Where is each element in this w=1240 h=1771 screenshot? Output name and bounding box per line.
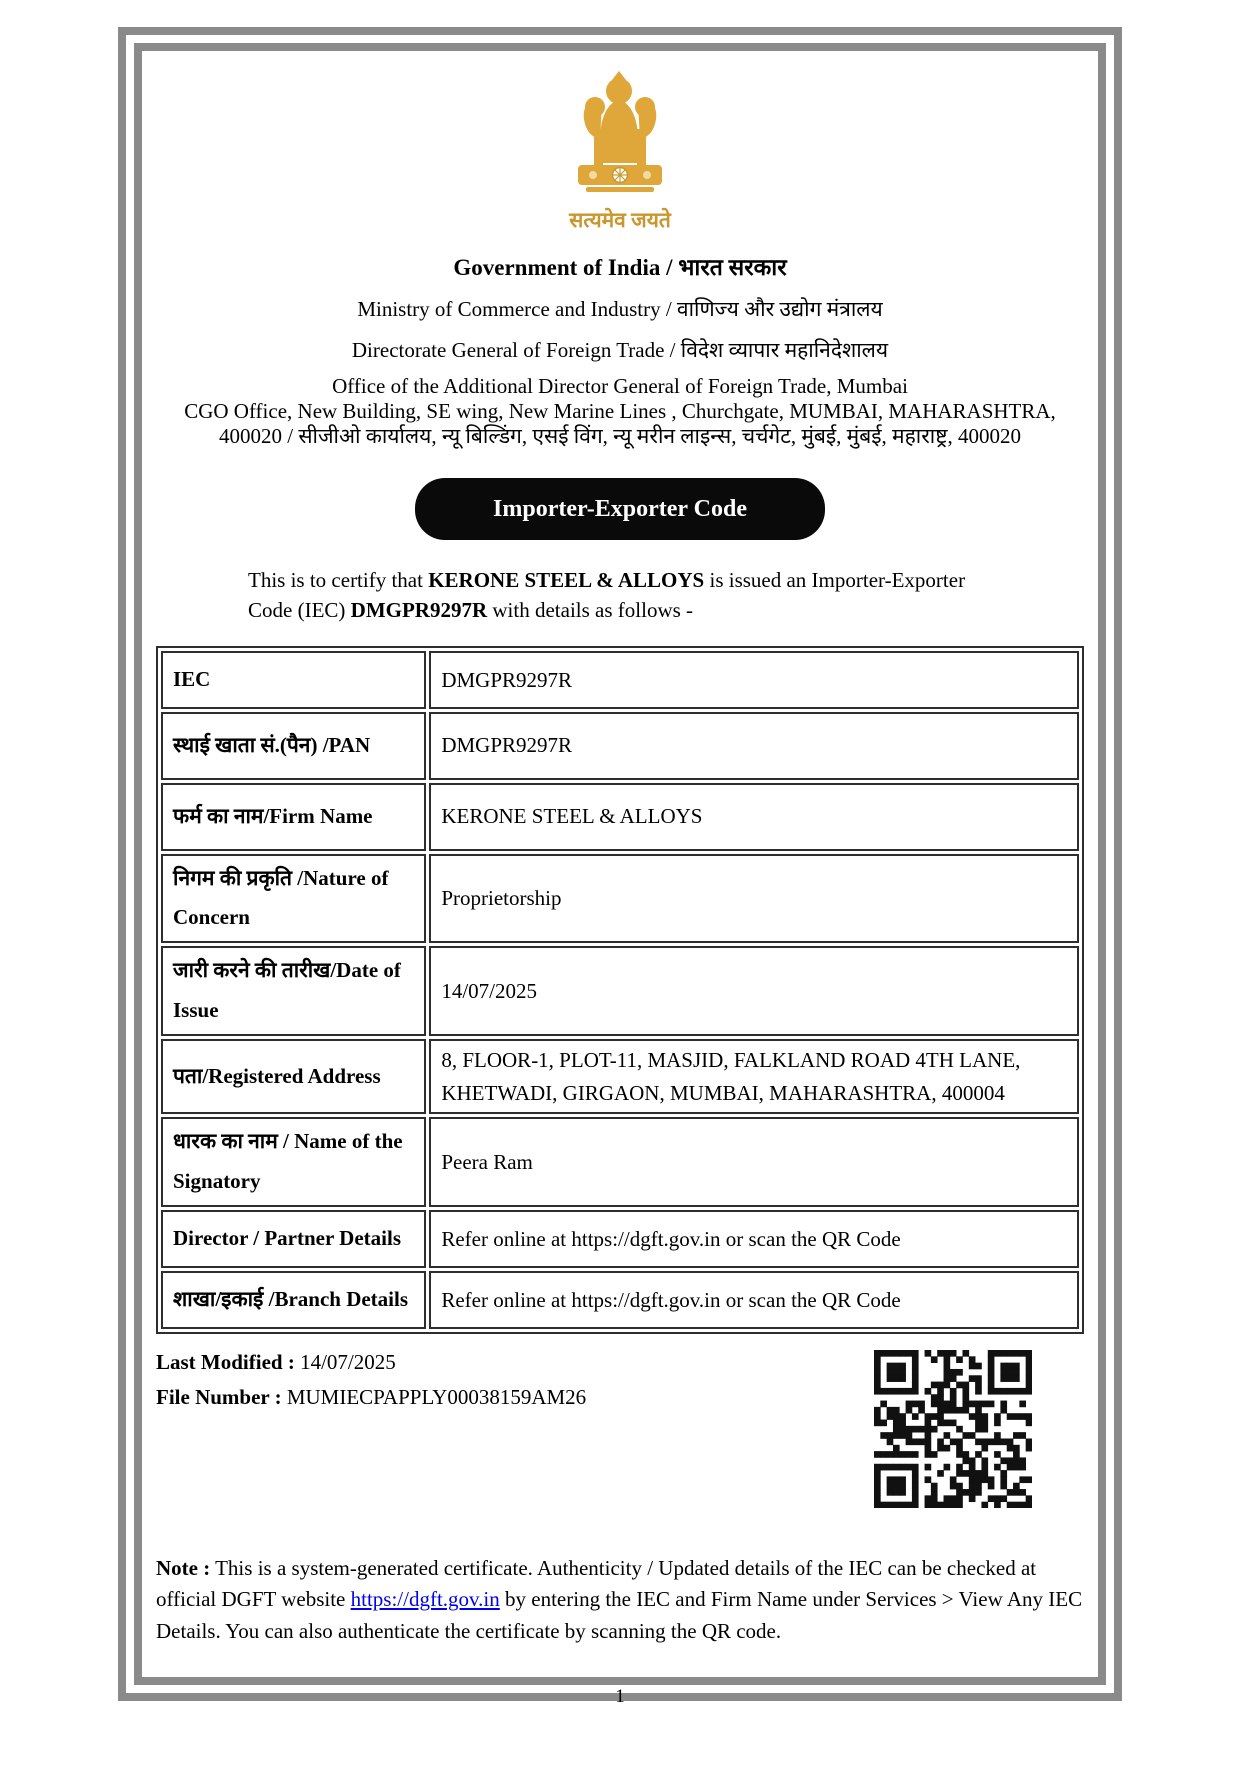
- detail-label-branch-details: शाखा/इकाई /Branch Details: [161, 1271, 426, 1329]
- note-text-2: by entering the IEC and Firm Name under Services > View Any IEC Details. You can also authenticate the certificate by scanning the QR code.: [156, 1587, 1083, 1643]
- ministry-line: Ministry of Commerce and Industry / वाणिज्य और उद्योग मंत्रालय: [357, 297, 883, 321]
- detail-label-nature-of-concern: निगम की प्रकृति /Nature of Concern: [161, 854, 426, 944]
- certification-paragraph: [248, 566, 993, 626]
- certificate-inner-frame: [134, 43, 1106, 1685]
- badge-label: Importer-Exporter Code: [493, 495, 747, 522]
- note-paragraph: [156, 1553, 1084, 1648]
- table-row: [161, 1210, 1079, 1268]
- certificate-frame: [118, 27, 1122, 1701]
- detail-value-firm-name: KERONE STEEL & ALLOYS: [429, 783, 1079, 851]
- footer-meta-section: [156, 1350, 1084, 1515]
- detail-value-pan: DMGPR9297R: [429, 712, 1079, 780]
- table-row: [161, 1039, 1079, 1114]
- last-modified-value: 14/07/2025: [294, 1349, 396, 1374]
- office-address-block: [156, 374, 1084, 448]
- note-text-1: This is a system-generated certificate. Authenticity / Updated details of the IEC can be checked at official DGFT website: [156, 1555, 1037, 1612]
- detail-value-signatory-name: Peera Ram: [429, 1117, 1079, 1207]
- detail-value-registered-address: 8, FLOOR-1, PLOT-11, MASJID, FALKLAND ROAD 4TH LANE, KHETWADI, GIRGAON, MUMBAI, MAHARASHTRA, 400004: [429, 1039, 1079, 1114]
- last-modified-label: Last Modified :: [156, 1349, 295, 1374]
- certify-text-2: is issued an Importer-Exporter Code (IEC): [248, 568, 966, 623]
- detail-label-director-partner-details: Director / Partner Details: [161, 1210, 426, 1268]
- detail-label-registered-address: पता/Registered Address: [161, 1039, 426, 1114]
- national-emblem-icon: [156, 71, 1084, 234]
- certify-text-1: This is to certify that: [248, 568, 429, 593]
- file-number-value: MUMIECPAPPLY00038159AM26: [281, 1384, 587, 1409]
- dgft-website-link[interactable]: https://dgft.gov.in: [350, 1587, 500, 1612]
- office-line-1: Office of the Additional Director General of Foreign Trade, Mumbai: [332, 374, 908, 398]
- note-label: Note :: [156, 1555, 211, 1580]
- detail-label-iec: IEC: [161, 651, 426, 709]
- table-row: [161, 854, 1079, 944]
- detail-label-date-of-issue: जारी करने की तारीख/Date of Issue: [161, 946, 426, 1036]
- office-line-3: 400020 / सीजीओ कार्यालय, न्यू बिल्डिंग, एसई विंग, न्यू मरीन लाइन्स, चर्चगेट, मुंबई, मुंबई, महाराष्ट्र, 400020: [219, 423, 1021, 448]
- detail-value-iec: DMGPR9297R: [429, 651, 1079, 709]
- detail-value-director-partner-details: Refer online at https://dgft.gov.in or scan the QR Code: [429, 1210, 1079, 1268]
- iec-details-table: [156, 646, 1084, 1334]
- table-row: [161, 946, 1079, 1036]
- table-row: [161, 783, 1079, 851]
- detail-label-signatory-name: धारक का नाम / Name of the Signatory: [161, 1117, 426, 1207]
- importer-exporter-code-badge: [415, 478, 825, 540]
- qr-code: [874, 1350, 1032, 1508]
- emblem-motto: सत्यमेव जयते: [569, 208, 671, 232]
- detail-label-pan: स्थाई खाता सं.(पैन) /PAN: [161, 712, 426, 780]
- certify-text-3: with details as follows -: [487, 598, 694, 623]
- table-row: [161, 712, 1079, 780]
- page-number: 1: [615, 1686, 625, 1707]
- directorate-line: Directorate General of Foreign Trade / विदेश व्यापार महानिदेशालय: [351, 338, 889, 362]
- file-number-label: File Number :: [156, 1384, 282, 1409]
- detail-value-date-of-issue: 14/07/2025: [429, 946, 1079, 1036]
- table-row: [161, 651, 1079, 709]
- certify-firm-name: KERONE STEEL & ALLOYS: [428, 568, 705, 593]
- office-line-2: CGO Office, New Building, SE wing, New Marine Lines , Churchgate, MUMBAI, MAHARASHTRA,: [184, 398, 1056, 423]
- certify-iec-code: DMGPR9297R: [350, 598, 488, 623]
- table-row: [161, 1117, 1079, 1207]
- government-of-india-title: Government of India / भारत सरकार: [453, 255, 787, 280]
- detail-value-nature-of-concern: Proprietorship: [429, 854, 1079, 944]
- detail-label-firm-name: फर्म का नाम/Firm Name: [161, 783, 426, 851]
- table-row: [161, 1271, 1079, 1329]
- detail-value-branch-details: Refer online at https://dgft.gov.in or scan the QR Code: [429, 1271, 1079, 1329]
